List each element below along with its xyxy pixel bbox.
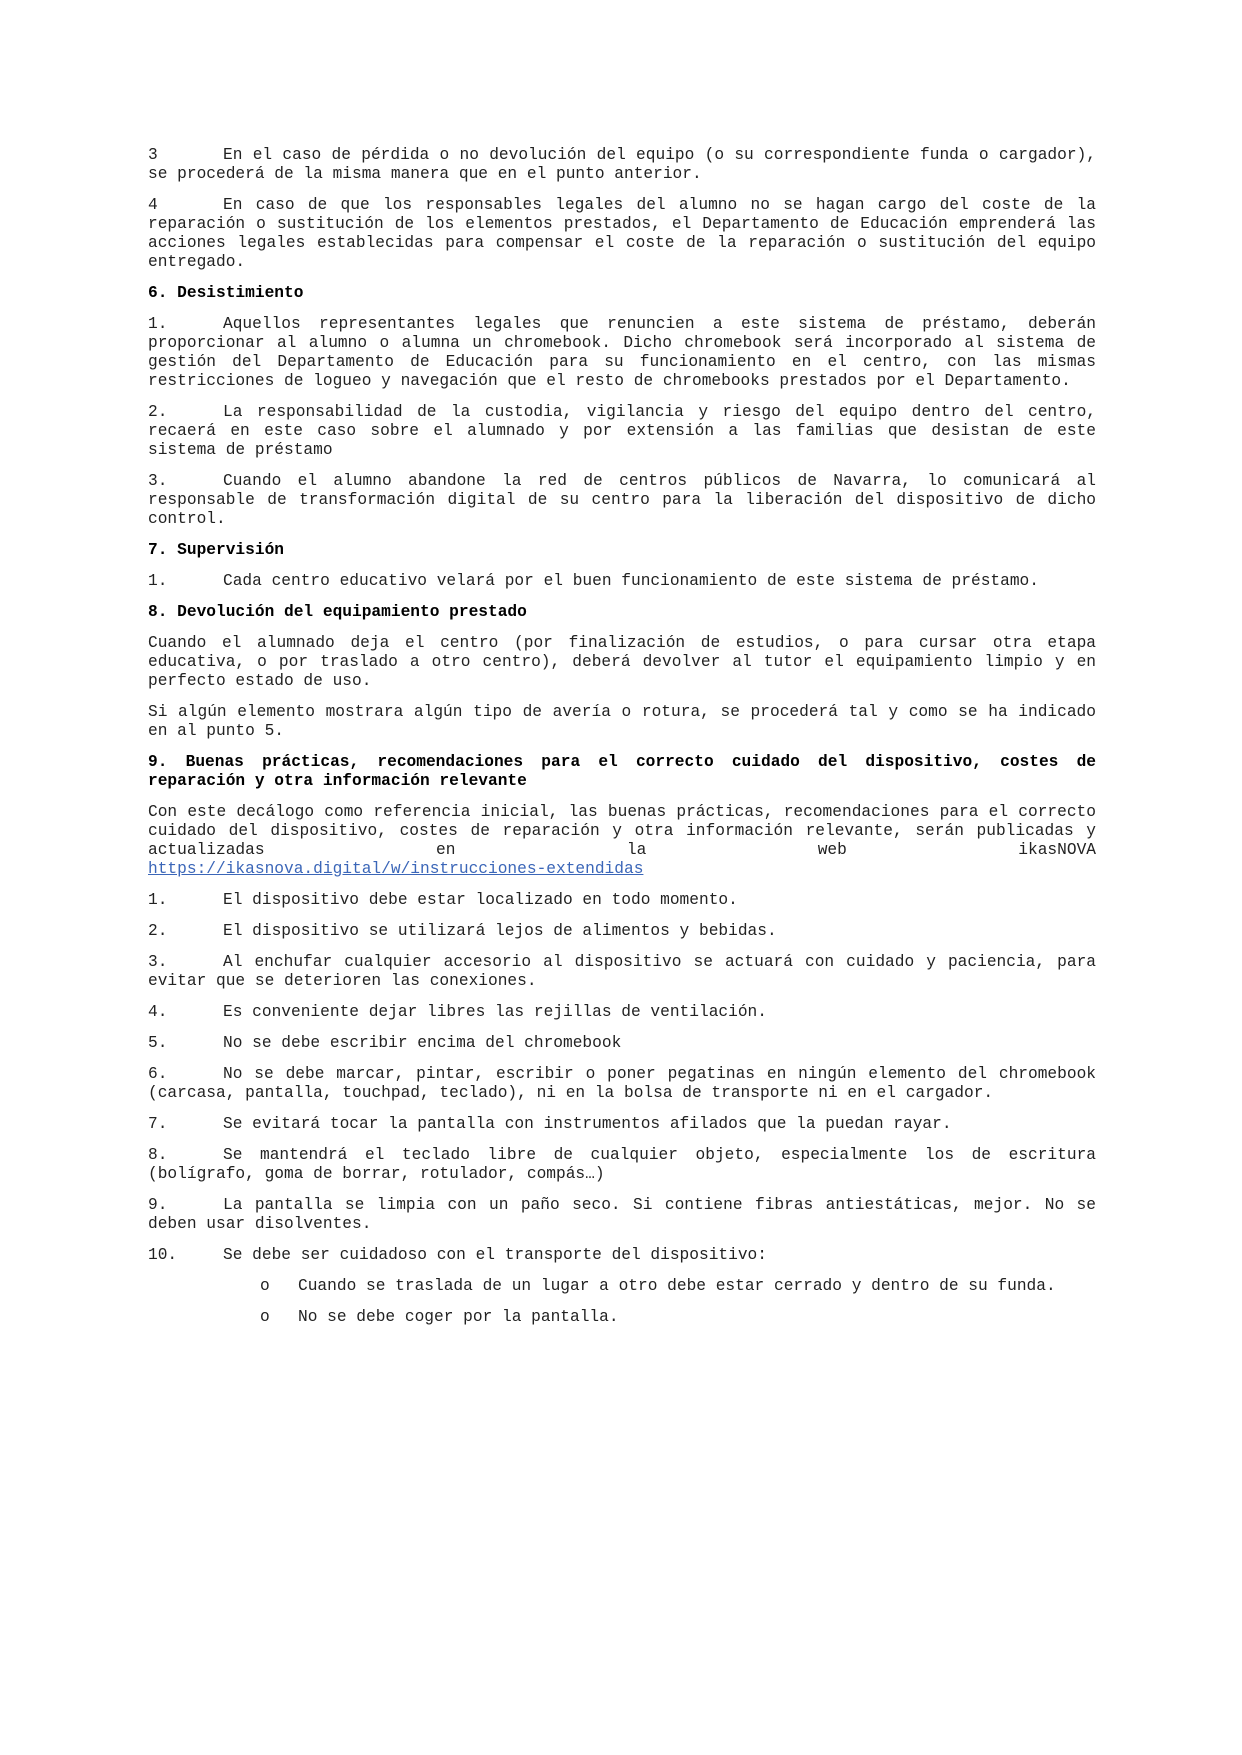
item-text: El dispositivo debe estar localizado en todo momento. bbox=[223, 891, 738, 909]
bullet-item bbox=[260, 1308, 1096, 1327]
intro-text: Con este decálogo como referencia inicial, las buenas prácticas, recomendaciones para el correcto cuidado del dispositivo, costes de reparación y otra información relevante, serán publicadas y actualizadas en la web ikasNOVA bbox=[148, 803, 1096, 859]
bullet-mark: o bbox=[260, 1277, 270, 1295]
section-heading-supervision: 7. Supervisión bbox=[148, 541, 284, 559]
item-number: 4. bbox=[148, 1003, 168, 1021]
item-number: 3. bbox=[148, 953, 168, 971]
item-text: Aquellos representantes legales que renuncien a este sistema de préstamo, deberán proporcionar al alumno o alumna un chromebook. Dicho chromebook será incorporado al sistema de gestión del Departamento de Educación para su funcionamiento en el centro, con las mismas restricciones de logueo y navegación que el resto de chromebooks prestados por el Departamento. bbox=[148, 315, 1096, 390]
item-number: 2. bbox=[148, 403, 168, 421]
list-item bbox=[148, 1115, 1096, 1134]
list-item bbox=[148, 1246, 1096, 1265]
list-item bbox=[148, 572, 1096, 591]
list-item bbox=[148, 472, 1096, 529]
bullet-text: Cuando se traslada de un lugar a otro debe estar cerrado y dentro de su funda. bbox=[298, 1277, 1056, 1295]
list-item bbox=[148, 891, 1096, 910]
paragraph-3 bbox=[148, 146, 1096, 184]
section-heading-buenas-practicas: 9. Buenas prácticas, recomendaciones para el correcto cuidado del dispositivo, costes de reparación y otra información relevante bbox=[148, 753, 1096, 790]
item-text: No se debe escribir encima del chromebook bbox=[223, 1034, 622, 1052]
item-text: Cada centro educativo velará por el buen funcionamiento de este sistema de préstamo. bbox=[223, 572, 1039, 590]
item-number: 5. bbox=[148, 1034, 168, 1052]
item-text: Es conveniente dejar libres las rejillas de ventilación. bbox=[223, 1003, 767, 1021]
bullet-text: No se debe coger por la pantalla. bbox=[298, 1308, 619, 1326]
document-page bbox=[148, 146, 1096, 1339]
item-number: 10. bbox=[148, 1246, 178, 1264]
list-item bbox=[148, 1146, 1096, 1184]
item-number: 1. bbox=[148, 572, 168, 590]
item-text: En el caso de pérdida o no devolución del equipo (o su correspondiente funda o cargador), se procederá de la misma manera que en el punto anterior. bbox=[148, 146, 1096, 183]
bullet-mark: o bbox=[260, 1308, 270, 1326]
item-number: 8. bbox=[148, 1146, 168, 1164]
list-item bbox=[148, 1196, 1096, 1234]
section-heading-devolucion: 8. Devolución del equipamiento prestado bbox=[148, 603, 527, 621]
item-text: No se debe marcar, pintar, escribir o poner pegatinas en ningún elemento del chromebook (carcasa, pantalla, touchpad, teclado), ni en la bolsa de transporte ni en el cargador. bbox=[148, 1065, 1096, 1102]
section-heading-desistimiento: 6. Desistimiento bbox=[148, 284, 304, 302]
body-paragraph: Si algún elemento mostrara algún tipo de avería o rotura, se procederá tal y como se ha indicado en al punto 5. bbox=[148, 703, 1096, 740]
item-number: 1. bbox=[148, 315, 168, 333]
item-number: 4 bbox=[148, 196, 158, 214]
list-item bbox=[148, 1034, 1096, 1053]
item-number: 3. bbox=[148, 472, 168, 490]
item-number: 6. bbox=[148, 1065, 168, 1083]
list-item bbox=[148, 315, 1096, 391]
item-text: El dispositivo se utilizará lejos de alimentos y bebidas. bbox=[223, 922, 777, 940]
item-text: La pantalla se limpia con un paño seco. Si contiene fibras antiestáticas, mejor. No se deben usar disolventes. bbox=[148, 1196, 1096, 1233]
ikasnova-link[interactable]: https://ikasnova.digital/w/instrucciones-extendidas bbox=[148, 860, 644, 878]
bullet-item bbox=[260, 1277, 1096, 1296]
item-text: Cuando el alumno abandone la red de centros públicos de Navarra, lo comunicará al responsable de transformación digital de su centro para la liberación del dispositivo de dicho control. bbox=[148, 472, 1096, 528]
item-text: Se debe ser cuidadoso con el transporte del dispositivo: bbox=[223, 1246, 767, 1264]
item-text: Al enchufar cualquier accesorio al dispositivo se actuará con cuidado y paciencia, para evitar que se deterioren las conexiones. bbox=[148, 953, 1096, 990]
item-number: 2. bbox=[148, 922, 168, 940]
item-text: Se evitará tocar la pantalla con instrumentos afilados que la puedan rayar. bbox=[223, 1115, 952, 1133]
item-text: Se mantendrá el teclado libre de cualquier objeto, especialmente los de escritura (bolígrafo, goma de borrar, rotulador, compás…) bbox=[148, 1146, 1096, 1183]
item-number: 1. bbox=[148, 891, 168, 909]
item-number: 9. bbox=[148, 1196, 168, 1214]
list-item bbox=[148, 1003, 1096, 1022]
item-number: 7. bbox=[148, 1115, 168, 1133]
body-paragraph: Cuando el alumnado deja el centro (por finalización de estudios, o para cursar otra etapa educativa, o por traslado a otro centro), deberá devolver al tutor el equipamiento limpio y en perfecto estado de uso. bbox=[148, 634, 1096, 690]
list-item bbox=[148, 403, 1096, 460]
item-text: La responsabilidad de la custodia, vigilancia y riesgo del equipo dentro del centro, recaerá en este caso sobre el alumnado y por extensión a las familias que desistan de este sistema de préstamo bbox=[148, 403, 1096, 459]
item-number: 3 bbox=[148, 146, 158, 164]
list-item bbox=[148, 1065, 1096, 1103]
list-item bbox=[148, 953, 1096, 991]
paragraph-4 bbox=[148, 196, 1096, 272]
item-text: En caso de que los responsables legales del alumno no se hagan cargo del coste de la reparación o sustitución de los elementos prestados, el Departamento de Educación emprenderá las acciones legales establecidas para compensar el coste de la reparación o sustitución del equipo entregado. bbox=[148, 196, 1096, 271]
intro-paragraph bbox=[148, 803, 1096, 879]
list-item bbox=[148, 922, 1096, 941]
